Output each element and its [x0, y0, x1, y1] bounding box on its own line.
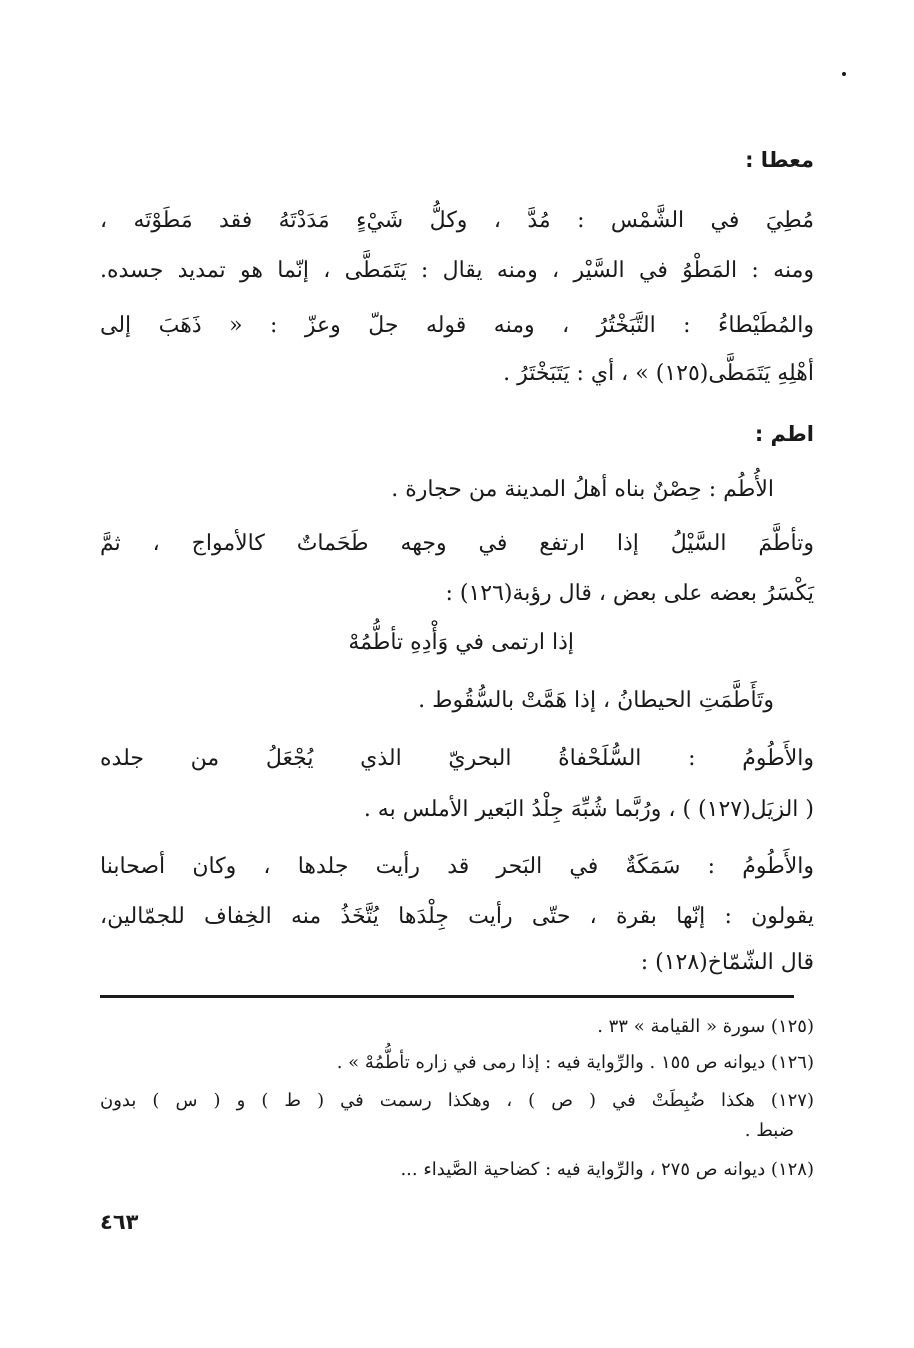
footnote-126: (١٢٦) ديوانه ص ١٥٥ . والرِّواية فيه : إذا رمى في زاره تأطُّمُهْ » .	[336, 1052, 814, 1073]
paragraph-line: مُطِيَ في الشَّمْس : مُدَّ ، وكلُّ شَيْءٍ مَدَدْتَهُ فقد مَطَوْتَه ،	[100, 208, 814, 233]
paragraph-line: يقولون : إنّها بقرة ، حتّى رأيت جِلْدَها يُتَّخَذُ منه الخِفاف للجمّالين،	[100, 904, 814, 929]
entry-heading-mata: معطا :	[745, 148, 814, 172]
paragraph-line: وتأطَّمَ السَّيْلُ إذا ارتفع في وجهه طَحَماتٌ كالأمواج ، ثمَّ	[100, 531, 814, 556]
footnote-127-cont: ضبط .	[744, 1120, 794, 1141]
entry-heading-atm: اطم :	[754, 422, 814, 446]
footnote-125: (١٢٥) سورة « القيامة » ٣٣ .	[597, 1016, 814, 1037]
paragraph-line: والأَطُومُ : السُّلَحْفاةُ البحريّ الذي يُجْعَلُ من جلده	[100, 746, 814, 771]
footnote-127: (١٢٧) هكذا ضُبِطَتْ في ( ص ) ، وهكذا رسمت في ( ط ) و ( س ) بدون	[100, 1090, 814, 1111]
paragraph-line: وتَأَطَّمَتِ الحيطانُ ، إذا هَمَّتْ بالسُّقُوط .	[418, 688, 774, 713]
verse-line: إذا ارتمى في وَأْدِهِ تأطُّمُهْ	[348, 630, 574, 655]
paragraph-line: الأُطُم : حِصْنٌ بناه أهلُ المدينة من حجارة .	[391, 477, 774, 502]
paragraph-line: يَكْسَرُ بعضه على بعض ، قال رؤبة(١٢٦) :	[445, 581, 814, 606]
paragraph-line: قال الشّمّاخ(١٢٨) :	[640, 950, 814, 975]
footnote-128: (١٢٨) ديوانه ص ٢٧٥ ، والرِّواية فيه : كضاحية الصَّيداء ...	[400, 1159, 814, 1180]
margin-dot	[842, 72, 846, 76]
paragraph-line: ومنه : المَطْوُ في السَّيْر ، ومنه يقال : يَتَمَطَّى ، إنّما هو تمديد جسده.	[100, 258, 814, 283]
footnote-separator	[100, 995, 794, 998]
page-number: ٤٦٣	[100, 1210, 139, 1234]
paragraph-line: ( الزيَل(١٢٧) ) ، ورُبَّما شُبِّهَ جِلْدُ البَعير الأملس به .	[363, 797, 814, 822]
paragraph-line: والمُطَيْطاءُ : التَّبَخْتُرُ ، ومنه قوله جلّ وعزّ : « ذَهَبَ إلى	[100, 313, 814, 338]
paragraph-line: أهْلِهِ يَتَمَطَّى(١٢٥) » ، أي : يَتَبَخْتَرُ .	[503, 361, 814, 386]
paragraph-line: والأَطُومُ : سَمَكَةٌ في البَحر قد رأيت جلدها ، وكان أصحابنا	[100, 854, 814, 879]
